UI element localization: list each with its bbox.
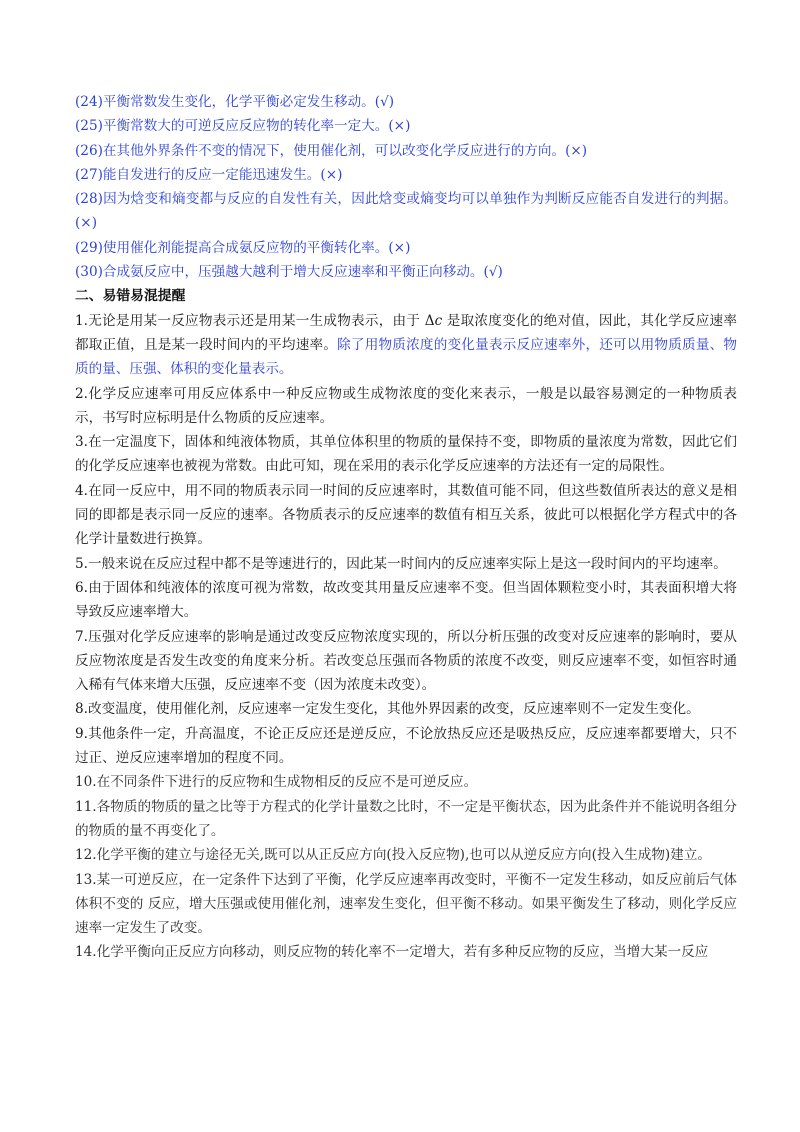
point-1-variable: c [434,312,443,329]
review-item-24: (24)平衡常数发生变化，化学平衡必定发生移动。(√) [75,94,395,110]
point-1-text-b: 是取浓度变化的绝对值，因此，其化学反应速率都取正值，且是某一段时间内的平均速率。 [75,312,737,353]
point-1-text-a: 1.无论是用某一反应物表示还是用某一生成物表示，由于 Δ [75,312,435,329]
point-12: 12.化学平衡的建立与途径无关,既可以从正反应方向(投入反应物),也可以从逆反应方向(投入生成物)建立。 [75,847,712,864]
point-2: 2.化学反应速率可用反应体系中一种反应物或生成物浓度的变化来表示，一般是以最容易测定的一种物质表示，书写时应标明是什么物质的反应速率。 [75,385,737,426]
review-item-30: (30)合成氨反应中，压强越大越利于增大反应速率和平衡正向移动。(√) [75,264,503,281]
point-1-highlight: 除了用物质浓度的变化量表示反应速率外，还可以用物质质量、物质的量、压强、体积的变化量表示。 [75,336,738,378]
point-1 [75,309,737,382]
review-item-26: (26)在其他外界条件不变的情况下，使用催化剂，可以改变化学反应进行的方向。(×) [75,142,588,159]
review-item-28: (28)因为焓变和熵变都与反应的自发性有关，因此焓变或熵变均可以单独作为判断反应能否自发进行的判据。(×) [75,191,737,232]
point-8: 8.改变温度，使用催化剂，反应速率一定发生变化，其他外界因素的改变，反应速率则不一定发生变化。 [75,701,700,718]
point-5: 5.一般来说在反应过程中都不是等速进行的，因此某一时间内的反应速率实际上是这一段时间内的平均速率。 [75,555,727,572]
point-9: 9.其他条件一定，升高温度，不论正反应还是逆反应，不论放热反应还是吸热反应，反应速率都要增大，只不过正、逆反应速率增加的程度不同。 [75,725,737,767]
review-item-25: (25)平衡常数大的可逆反应反应物的转化率一定大。(×) [75,118,411,135]
document-page [75,90,737,965]
review-item-29: (29)使用催化剂能提高合成氨反应物的平衡转化率。(×) [75,239,411,256]
review-item-27: (27)能自发进行的反应一定能迅速发生。(×) [75,166,343,183]
point-4: 4.在同一反应中，用不同的物质表示同一时间的反应速率时，其数值可能不同，但这些数值所表达的意义是相同的即都是表示同一反应的速率。各物质表示的反应速率的数值有相互关系，彼此可以根据化学方程式中的各化学计量数进行换算。 [75,482,737,548]
point-6: 6.由于固体和纯液体的浓度可视为常数，故改变其用量反应速率不变。但当固体颗粒变小时，其表面积增大将导致反应速率增大。 [75,579,737,621]
section-title: 二、易错易混提醒 [75,288,186,305]
point-10: 10.在不同条件下进行的反应物和生成物相反的反应不是可逆反应。 [75,774,478,791]
point-7: 7.压强对化学反应速率的影响是通过改变反应物浓度实现的，所以分析压强的改变对反应速率的影响时，要从反应物浓度是否发生改变的角度来分析。若改变总压强而各物质的浓度不改变，则反应速率不变，如恒容时通入稀有气体来增大压强，反应速率不变（因为浓度未改变）。 [75,628,737,694]
point-11: 11.各物质的物质的量之比等于方程式的化学计量数之比时，不一定是平衡状态，因为此条件并不能说明各组分的物质的量不再变化了。 [75,798,737,839]
point-13: 13.某一可逆反应，在一定条件下达到了平衡，化学反应速率再改变时，平衡不一定发生移动，如反应前后气体体积不变的 反应，增大压强或使用催化剂，速率发生变化，但平衡不移动。如果平衡发生了移动，则化学反应速率一定发生了改变。 [75,871,737,937]
point-14: 14.化学平衡向正反应方向移动，则反应物的转化率不一定增大，若有多种反应物的反应，当增大某一反应 [75,944,709,961]
point-3: 3.在一定温度下，固体和纯液体物质，其单位体积里的物质的量保持不变，即物质的量浓度为常数，因此它们的化学反应速率也被视为常数。由此可知，现在采用的表示化学反应速率的方法还有一定的局限性。 [75,434,737,475]
